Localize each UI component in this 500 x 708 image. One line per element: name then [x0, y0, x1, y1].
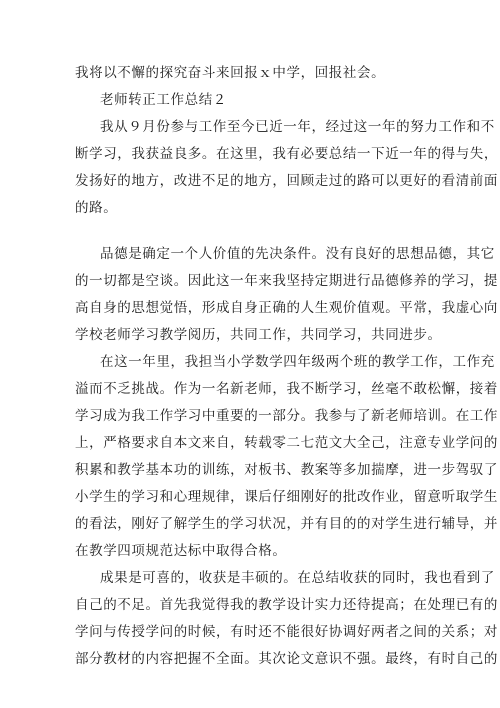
- text-line: 成果是可喜的，收获是丰硕的。在总结收获的同时，我也看到了: [100, 570, 495, 586]
- text-line: 自己的不足。首先我觉得我的教学设计实力还待提高；在处理已有的: [75, 597, 498, 613]
- section-heading: 老师转正工作总结２: [100, 92, 227, 108]
- text-line: 的一切都是空谈。因此这一年来我坚持定期进行品德修养的学习，提: [75, 273, 498, 289]
- text-line: 品德是确定一个人价值的先决条件。没有良好的思想品德，其它: [100, 246, 495, 262]
- text-line: 上，严格要求自本文来自，转载零二七范文大全己，注意专业学问的: [75, 435, 498, 451]
- text-line: 学问与传授学问的时候，有时还不能很好协调好两者之间的关系；对: [75, 624, 498, 640]
- text-line: 部分教材的内容把握不全面。其次论文意识不强。最终，有时自己的: [75, 651, 498, 667]
- text-line: 我将以不懈的探究奋斗来回报ｘ中学，回报社会。: [75, 65, 386, 81]
- text-line: 高自身的思想觉悟，形成自身正确的人生观价值观。平常，我虚心向: [75, 300, 498, 316]
- text-line: 学校老师学习教学阅历，共同工作，共同学习，共同进步。: [75, 327, 442, 343]
- text-line: 我从９月份参与工作至今已近一年，经过这一年的努力工作和不: [100, 119, 495, 135]
- text-line: 小学生的学习和心理规律，课后仔细刚好的批改作业，留意听取学生: [75, 489, 498, 505]
- text-line: 的路。: [75, 200, 118, 216]
- text-line: 的看法，刚好了解学生的学习状况，并有目的的对学生进行辅导，并: [75, 516, 498, 532]
- text-line: 在这一年里，我担当小学数学四年级两个班的教学工作，工作充: [100, 354, 495, 370]
- text-line: 断学习，我获益良多。在这里，我有必要总结一下近一年的得与失，: [75, 146, 498, 162]
- text-line: 溢而不乏挑战。作为一名新老师，我不断学习，丝毫不敢松懈，接着: [75, 381, 498, 397]
- text-line: 积累和教学基本功的训练，对板书、教案等多加揣摩，进一步驾驭了: [75, 462, 498, 478]
- text-line: 在教学四项规范达标中取得合格。: [75, 543, 287, 559]
- text-line: 发扬好的地方，改进不足的地方，回顾走过的路可以更好的看清前面: [75, 173, 498, 189]
- text-line: 学习成为我工作学习中重要的一部分。我参与了新老师培训。在工作: [75, 408, 498, 424]
